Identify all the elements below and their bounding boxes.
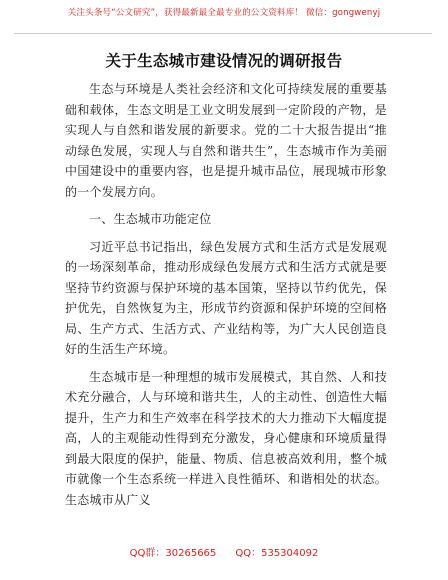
header-promo-note: 关注头条号“公文研究”，获得最新最全最专业的公文资料库！ 微信：gongwenyj <box>67 8 381 18</box>
intro-paragraph: 生态与环境是人类社会经济和文化可持续发展的重要基础和载体，生态文明是工业文明发展到一定阶段的产物，是实现人与自然和谐发展的新要求。党的二十大报告提出“推动绿色发展，实现人与自然和谐共生”，生态城市作为美丽中国建设中的重要内容，也是提升城市品位，展现城市形象的一个发展方向。 <box>65 82 387 199</box>
body-paragraph-3: 生态城市是一种理想的城市发展模式，其自然、人和技术充分融合，人与环境和谐共生，人的主动性、创造性大幅提升，生产力和生产效率在科学技术的大力推动下大幅度提高，人的主观能动性得到充分激发，身心健康和环境质量得到最大限度的保护，能量、物质、信息被高效利用，整个城市就像一个生态系统一样进入良性循环、和谐相处的状态。生态城市从广义 <box>65 369 387 507</box>
footer-contact-info: QQ群：30265665 QQ：535304092 <box>129 548 319 559</box>
header-divider <box>14 33 432 34</box>
body-paragraph-2: 习近平总书记指出，绿色发展方式和生活方式是发展观的一场深刻革命，推动形成绿色发展方式和生活方式就是要坚持节约资源与保护环境的基本国策，坚持以节约优先，保护优先，自然恢复为主，形成节约资源和保护环境的空间格局、生产方式、生活方式、产业结构等，为广大人民创造良好的生活生产环境。 <box>65 239 387 356</box>
document-title: 关于生态城市建设情况的调研报告 <box>105 52 343 70</box>
section-heading: 一、生态城市功能定位 <box>89 212 212 226</box>
document-body <box>65 79 387 510</box>
